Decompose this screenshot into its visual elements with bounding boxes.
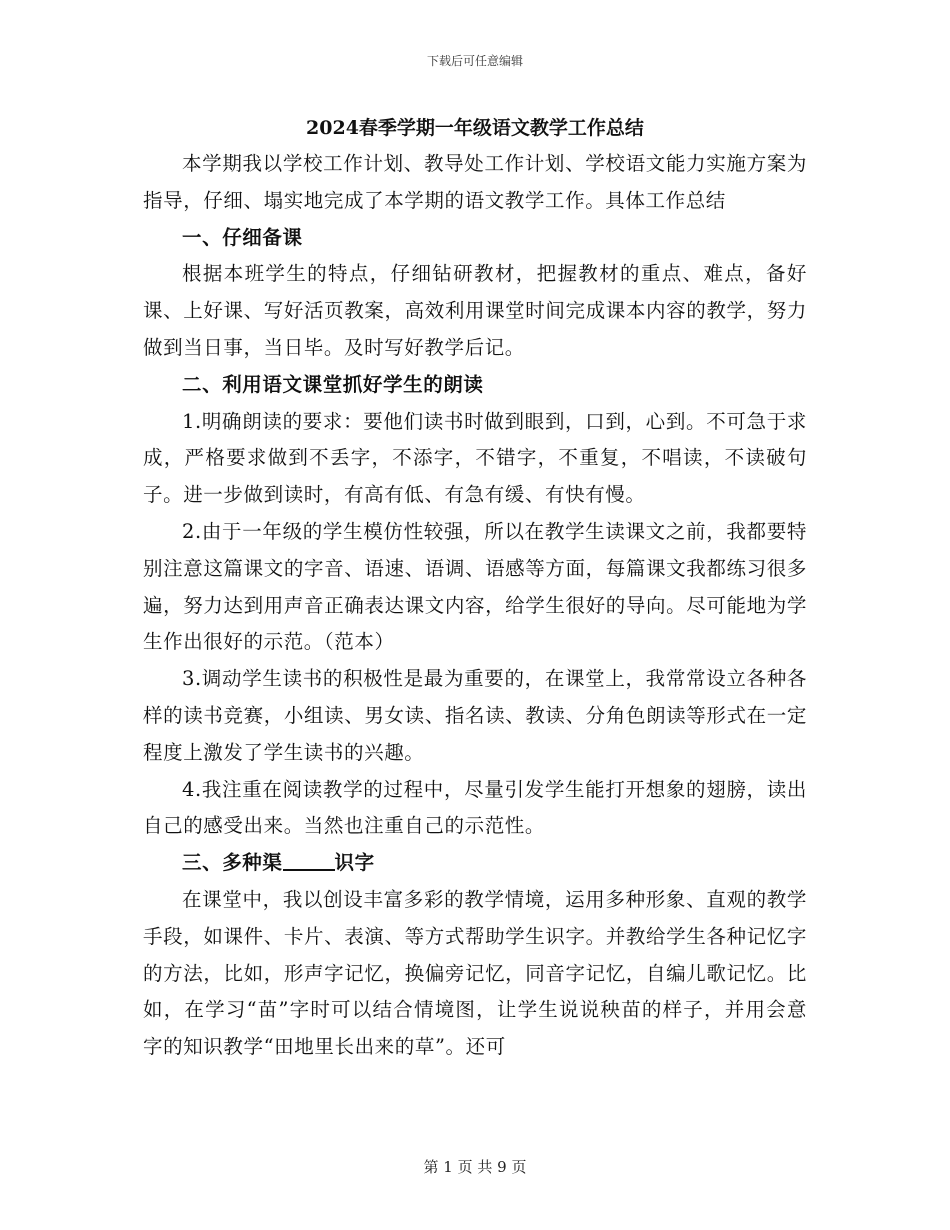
header-note: 下载后可任意编辑 [426, 54, 523, 68]
section-heading-2: 二、利用语文课堂抓好学生的朗读 [182, 372, 484, 396]
section-2-item-1: 1.明确朗读的要求：要他们读书时做到眼到，口到，心到。不可急于求成，严格要求做到不丢字，不添字，不错字，不重复，不唱读，不读破句子。进一步做到读时，有高有低、有急有缓、有快有慢。 [143, 409, 807, 507]
document-title: 2024春季学期一年级语文教学工作总结 [306, 117, 644, 139]
section-1-paragraph: 根据本班学生的特点，仔细钻研教材，把握教材的重点、难点，备好课、上好课、写好活页教案，高效利用课堂时间完成课本内容的教学，努力做到当日事，当日毕。及时写好教学后记。 [143, 262, 807, 359]
section-2-item-4: 4.我注重在阅读教学的过程中，尽量引发学生能打开想象的翅膀，读出自己的感受出来。当然也注重自己的示范性。 [143, 777, 807, 838]
page-number-footer: 第 1 页 共 9 页 [423, 1158, 527, 1176]
section-heading-3-start: 三、多种渠 [182, 851, 283, 875]
section-2-item-2: 2.由于一年级的学生模仿性较强，所以在教学生读课文之前，我都要特别注意这篇课文的字音、语速、语调、语感等方面，每篇课文我都练习很多遍，努力达到用声音正确表达课文内容，给学生很好的导向。尽可能地为学生作出很好的示范。（范本） [143, 519, 807, 654]
section-heading-3 [143, 845, 807, 882]
section-heading-3-end: 识字 [334, 851, 375, 875]
section-heading-1: 一、仔细备课 [182, 225, 303, 249]
section-2-item-3: 3.调动学生读书的积极性是最为重要的，在课堂上，我常常设立各种各样的读书竞赛，小组读、男女读、指名读、教读、分角色朗读等形式在一定程度上激发了学生读书的兴趣。 [143, 667, 807, 764]
intro-paragraph: 本学期我以学校工作计划、教导处工作计划、学校语文能力实施方案为指导，仔细、塌实地完成了本学期的语文教学工作。具体工作总结 [143, 152, 807, 212]
document-body [143, 146, 807, 1066]
fill-in-blank [283, 849, 335, 871]
section-3-paragraph: 在课堂中，我以创设丰富多彩的教学情境，运用多种形象、直观的教学手段，如课件、卡片、表演、等方式帮助学生识字。并教给学生各种记忆字的方法，比如，形声字记忆，换偏旁记忆，同音字记忆，自编儿歌记忆。比如，在学习“苗”字时可以结合情境图，让学生说说秧苗的样子，并用会意字的知识教学“田地里长出来的草”。还可 [143, 887, 807, 1059]
